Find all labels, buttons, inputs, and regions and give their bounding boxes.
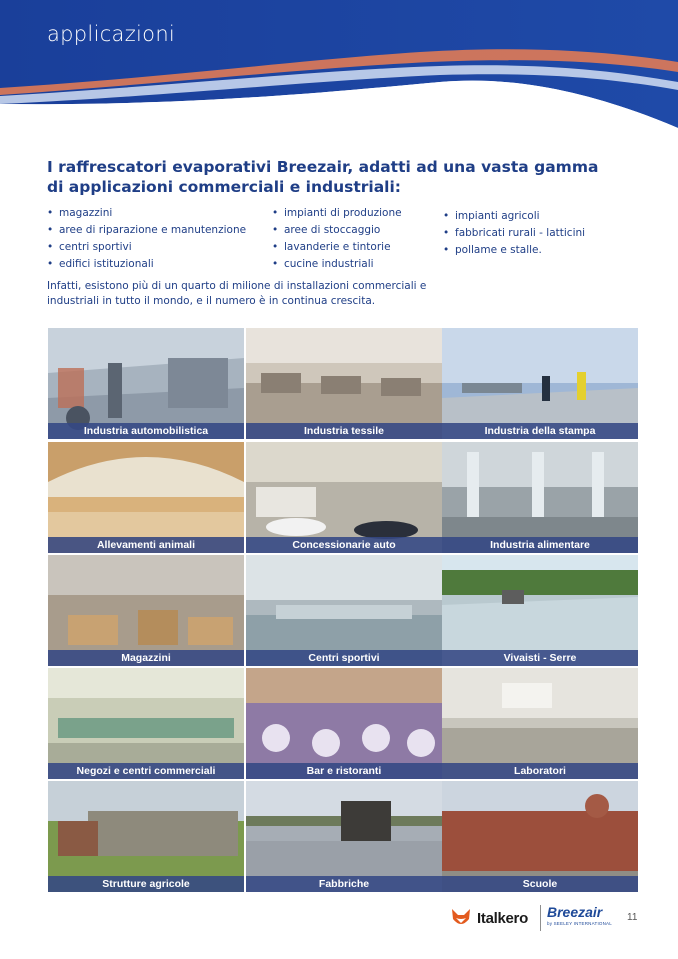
gallery-tile-food <box>442 442 638 553</box>
gallery-tile-shops <box>48 668 244 779</box>
gallery-tile-car-dealer <box>246 442 442 553</box>
intro-headline: I raffrescatori evaporativi Breezair, adatti ad una vasta gamma di applicazioni commerciali e industriali: <box>47 158 599 196</box>
bullet-list-col3 <box>443 208 585 259</box>
gallery-tile-factories <box>246 781 442 892</box>
bullet-list-col2 <box>272 205 402 273</box>
breezair-logo <box>547 905 612 927</box>
gallery-tile-schools <box>442 781 638 892</box>
list-item: • cucine industriali <box>272 256 402 273</box>
list-item: • impianti di produzione <box>272 205 402 222</box>
list-item: • aree di stoccaggio <box>272 222 402 239</box>
gallery-tile-printing <box>442 328 638 439</box>
tile-caption: Strutture agricole <box>48 876 244 892</box>
gallery-tile-automotive <box>48 328 244 439</box>
list-item: • lavanderie e tintorie <box>272 239 402 256</box>
tile-caption: Industria tessile <box>246 423 442 439</box>
tile-caption: Negozi e centri commerciali <box>48 763 244 779</box>
list-item: • fabbricati rurali - latticini <box>443 225 585 242</box>
tile-caption: Industria automobilistica <box>48 423 244 439</box>
gallery-tile-sports <box>246 555 442 666</box>
gallery-tile-greenhouse <box>442 555 638 666</box>
intro-note: Infatti, esistono più di un quarto di milione di installazioni commerciali e industriali in tutto il mondo, e il numero è in continua crescita. <box>47 280 427 307</box>
list-item: • pollame e stalle. <box>443 242 585 259</box>
header-banner <box>0 0 678 130</box>
bullet-list-col1 <box>47 205 246 273</box>
list-item: • edifici istituzionali <box>47 256 246 273</box>
tile-caption: Concessionarie auto <box>246 537 442 553</box>
gallery-tile-agricultural <box>48 781 244 892</box>
tile-caption: Fabbriche <box>246 876 442 892</box>
gallery-tile-livestock <box>48 442 244 553</box>
footer-divider <box>540 905 541 931</box>
tile-caption: Magazzini <box>48 650 244 666</box>
tile-caption: Vivaisti - Serre <box>442 650 638 666</box>
gallery-tile-restaurants <box>246 668 442 779</box>
breezair-tagline: by SEELEY INTERNATIONAL <box>547 921 612 926</box>
list-item: • impianti agricoli <box>443 208 585 225</box>
italkero-logo <box>450 906 528 930</box>
list-item: • centri sportivi <box>47 239 246 256</box>
tile-caption: Scuole <box>442 876 638 892</box>
gallery-tile-warehouse <box>48 555 244 666</box>
italkero-wordmark: Italkero <box>477 909 528 927</box>
header-wave-graphic <box>0 0 678 130</box>
gallery-tile-textile <box>246 328 442 439</box>
tile-caption: Laboratori <box>442 763 638 779</box>
breezair-wordmark: Breezair <box>547 904 603 920</box>
list-item: • magazzini <box>47 205 246 222</box>
fox-icon <box>450 907 472 929</box>
page-number: 11 <box>627 912 638 923</box>
tile-caption: Industria alimentare <box>442 537 638 553</box>
tile-caption: Allevamenti animali <box>48 537 244 553</box>
tile-caption: Centri sportivi <box>246 650 442 666</box>
tile-caption: Bar e ristoranti <box>246 763 442 779</box>
gallery-tile-labs <box>442 668 638 779</box>
list-item: • aree di riparazione e manutenzione <box>47 222 246 239</box>
tile-caption: Industria della stampa <box>442 423 638 439</box>
section-title: applicazioni <box>47 22 176 46</box>
